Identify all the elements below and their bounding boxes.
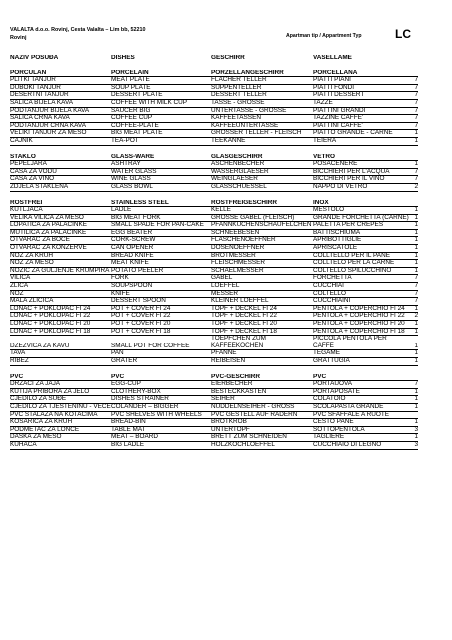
table-row: [10, 222, 418, 230]
table-cell: BIG MEAT FORK: [111, 214, 161, 221]
table-cell: 1: [414, 137, 418, 144]
table-cell: DASKA ZA MESO: [10, 434, 62, 441]
table-cell: PORZELLANGESCHIRR: [211, 69, 284, 76]
table-cell: WASSERGLAESER: [211, 168, 269, 175]
table-cell: BREAD-BIN: [111, 419, 146, 426]
table-cell: UNTERTASSE - GROSSE: [211, 107, 287, 114]
table-cell: PLITKI TANJUR: [10, 77, 56, 84]
table-cell: LADLE: [111, 207, 132, 214]
table-row: [10, 85, 418, 93]
table-cell: FLEISCHMESSER: [211, 260, 265, 267]
table-cell: POT + COVER FI 24: [111, 305, 171, 312]
table-row: [10, 115, 418, 123]
table-cell: PIATTO GRANDE - CARNE: [313, 130, 393, 137]
table-cell: NUDDELNSEIHER - GROSS: [211, 403, 295, 410]
table-cell: HOLZKOCHLOEFFEL: [211, 441, 275, 448]
table-row: [10, 275, 418, 283]
table-cell: DOSENOEFFNER: [211, 245, 265, 252]
table-cell: KNIFE: [111, 290, 130, 297]
table-cell: FORK: [111, 275, 129, 282]
section-spacer: [10, 146, 418, 154]
table-cell: BIG LADLE: [111, 441, 145, 448]
table-cell: 1: [414, 305, 418, 312]
table-cell: COLTELLO SPILUCCHINO: [313, 267, 392, 274]
table-cell: CLOTHERY-BOX: [111, 388, 161, 395]
table-cell: LONAC + POKLOPAC FI 18: [10, 328, 91, 335]
table-cell: SCHNEEBESEN: [211, 229, 260, 236]
table-cell: 1: [414, 222, 418, 229]
table-row: [10, 130, 418, 138]
table-cell: EGG-CUP: [111, 381, 141, 388]
table-row: [10, 138, 418, 146]
table-cell: KAFFEEUNTERTASSE: [211, 122, 279, 129]
table-cell: ČAŠA ZA VINO: [10, 176, 55, 183]
table-row: [10, 329, 418, 337]
table-cell: PVC: [313, 373, 327, 380]
table-cell: 1: [414, 245, 418, 252]
table-cell: KELLE: [211, 207, 231, 214]
table-row: [10, 245, 418, 253]
table-cell: WATER GLASS: [111, 168, 157, 175]
table-cell: 1: [414, 267, 418, 274]
table-cell: TEA-POT: [111, 137, 139, 144]
table-cell: BICCHIERI PER L'ACQUA: [313, 168, 390, 175]
table-cell: 1: [414, 419, 418, 426]
table-cell: STAINLESS STEEL: [111, 199, 169, 206]
table-row: [10, 253, 418, 261]
table-cell: SEIHER: [211, 396, 235, 403]
table-row: [10, 169, 418, 177]
table-cell: 7: [414, 107, 418, 114]
table-cell: PODTANJUR BIJELA KAVA: [10, 107, 90, 114]
table-cell: 7: [414, 275, 418, 282]
table-cell: 3: [414, 441, 418, 448]
table-cell: 1: [414, 403, 418, 410]
table-cell: 1: [414, 321, 418, 327]
section-title-row: [10, 200, 418, 208]
table-cell: GLASGESCHIRR: [211, 153, 263, 160]
table-cell: BRETT ZUM SCHNEIDEN: [211, 434, 287, 441]
table-cell: PENTOLA + COPERCHIO FI 18: [313, 328, 405, 335]
table-row: [10, 184, 418, 192]
table-cell: 2: [414, 313, 418, 320]
table-cell: 3: [414, 426, 418, 433]
table-cell: GRATTUGIA: [313, 357, 350, 364]
table-row: [10, 389, 418, 397]
table-cell: PIATTINI GRANDI: [313, 107, 366, 114]
table-cell: MEAT – BOARD: [111, 434, 158, 441]
table-cell: KAFFEETASSEN: [211, 115, 261, 122]
table-cell: PORCULAN: [10, 69, 47, 76]
table-cell: 7: [414, 168, 418, 175]
table-cell: KLEINER LOEFFEL: [211, 298, 269, 305]
table-cell: LOPATICA ZA PALAČINKE: [10, 222, 88, 229]
table-cell: WINE GLASS: [111, 176, 151, 183]
table-cell: PICCOLA PENTOLA PER CAFFE: [313, 336, 387, 349]
table-cell: PVC: [111, 373, 125, 380]
table-row: [10, 207, 418, 215]
table-cell: DISHES STRAINER: [111, 396, 169, 403]
table-cell: STAKLO: [10, 153, 36, 160]
table-cell: 1: [414, 229, 418, 236]
table-cell: 7: [414, 122, 418, 129]
table-cell: NOŽ ZA KRUH: [10, 252, 53, 259]
table-cell: PENTOLA + COPERCHIO FI 22: [313, 313, 405, 320]
table-cell: PORCELLANA: [313, 69, 358, 76]
section-spacer: [10, 192, 418, 200]
table-cell: MESSER: [211, 290, 238, 297]
table-cell: GRATER: [111, 357, 138, 364]
table-cell: MEAT KNIFE: [111, 260, 149, 267]
table-cell: SCHAELMESSER: [211, 267, 264, 274]
table-cell: POT + COVER FI 20: [111, 321, 171, 327]
table-row: [10, 100, 418, 108]
table-cell: COLLTELO PER LA CARNE: [313, 260, 395, 267]
table-cell: TAZZE: [313, 99, 333, 106]
table-cell: LONAC + POKLOPAC FI 24: [10, 305, 91, 312]
table-row: [10, 123, 418, 131]
table-cell: DESERTNI TANJUR: [10, 92, 69, 99]
table-row: [10, 298, 418, 306]
table-cell: PALETTA PER CREPES: [313, 222, 384, 229]
table-cell: MESTOLO: [313, 207, 345, 214]
table-cell: BESTECKKASTEN: [211, 388, 267, 395]
table-cell: 1: [414, 207, 418, 214]
table-cell: PFANNKUCHENSCHAUFELCHEN: [211, 222, 312, 229]
table-cell: PVC: [10, 373, 24, 380]
table-cell: 1: [414, 396, 418, 403]
table-row: [10, 161, 418, 169]
apartment-type-code: LC: [395, 27, 411, 41]
table-cell: TOPF + DECKEL FI 18: [211, 328, 277, 335]
table-cell: 1: [414, 237, 418, 244]
table-cell: MALA ŽLIČICA: [10, 298, 54, 305]
table-row: [10, 412, 418, 420]
table-cell: PIATTINI CAFFE': [313, 122, 363, 129]
table-cell: CUCCHIAINI: [313, 298, 351, 305]
table-cell: GLASSCHUESSEL: [211, 183, 267, 190]
table-cell: NAZIV POSUĐA: [10, 55, 59, 61]
table-cell: FLACHER TELLER: [211, 77, 267, 84]
table-cell: PFANNE: [211, 350, 237, 357]
table-row: [10, 396, 418, 404]
table-cell: 7: [414, 99, 418, 106]
table-row: [10, 350, 418, 358]
table-cell: PVC STALAŽA NA KOTAČIMA: [10, 411, 98, 418]
table-cell: GROSSE GABEL (FLEISCH): [211, 214, 295, 221]
table-cell: EGG BEATER: [111, 229, 153, 236]
table-cell: ŽLICA: [10, 283, 29, 290]
table-cell: COFFEE CUP: [111, 115, 153, 122]
table-cell: WEINGLAESER: [211, 176, 258, 183]
table-cell: MUTILICA ZA PALAČINKE: [10, 229, 87, 236]
table-cell: DESSERT PLATE: [111, 92, 163, 99]
table-cell: APRIBOTTIGLIE: [313, 237, 362, 244]
table-cell: GLASS-WARE: [111, 153, 155, 160]
table-cell: NAPPO DI VETRO: [313, 183, 368, 190]
table-cell: TASSE - GROSSE: [211, 99, 265, 106]
table-cell: 1: [414, 130, 418, 137]
table-cell: KUTLJAČA: [10, 207, 43, 214]
table-cell: COLANDER – BIGGER: [111, 403, 179, 410]
table-cell: VELIKI TANJUR ZA MESO: [10, 130, 87, 137]
table-cell: 7: [414, 381, 418, 388]
table-cell: TEIERA: [313, 137, 337, 144]
table-row: [10, 268, 418, 276]
table-cell: GESCHIRR: [211, 55, 245, 61]
table-cell: PORCELAIN: [111, 69, 149, 76]
table-row: [10, 260, 418, 268]
table-cell: POTATO PEELER: [111, 267, 164, 274]
table-cell: ROSTFREI: [10, 199, 43, 206]
table-cell: UNTERTOPF: [211, 426, 250, 433]
table-cell: 7: [414, 176, 418, 183]
table-cell: KUTIJA PRIBORA ZA JELO: [10, 388, 90, 395]
table-cell: CUCCHIAI: [313, 283, 344, 290]
table-cell: 1: [414, 388, 418, 395]
table-cell: PENTOLA + COPERCHIO FI 24: [313, 305, 405, 312]
table-cell: PVC SFAFFALE A RUOTE: [313, 411, 389, 418]
table-cell: PVC GESTELL AUF RÄDERN: [211, 411, 298, 418]
table-cell: 1: [414, 342, 418, 349]
table-row: [10, 442, 418, 450]
table-cell: COLATOIO: [313, 396, 346, 403]
table-cell: DESSERT SPOON: [111, 298, 166, 305]
table-cell: KOŠARICA ZA KRUH: [10, 419, 73, 426]
table-cell: ČAJNIK: [10, 137, 33, 144]
table-cell: PVC-GESCHIRR: [211, 373, 261, 380]
table-cell: DESSERT TELLER: [211, 92, 267, 99]
table-row: [10, 230, 418, 238]
section-spacer: [10, 366, 418, 374]
table-cell: ROSTFREIGESCHIRR: [211, 199, 278, 206]
table-cell: LONAC + POKLOPAC FI 20: [10, 321, 91, 327]
table-cell: PORTAPOSATE: [313, 388, 360, 395]
table-cell: PEPELJARA: [10, 161, 47, 168]
table-cell: TOPF + DECKEL FI 24: [211, 305, 277, 312]
table-cell: NOŽ: [10, 290, 24, 297]
section-title-row: [10, 154, 418, 162]
table-cell: CJEDILO ZA SUĐE: [10, 396, 67, 403]
table-cell: ASHTRAY: [111, 161, 141, 168]
table-cell: 1: [414, 434, 418, 441]
table-cell: CESTO PANE: [313, 419, 354, 426]
table-cell: SOTTOPENTOLA: [313, 426, 365, 433]
table-cell: 1: [414, 252, 418, 259]
table-cell: POT + COVER FI 18: [111, 328, 171, 335]
table-cell: MEAT PLATE: [111, 77, 150, 84]
table-cell: 7: [414, 290, 418, 297]
table-cell: OTVARAČ ZA BOCE: [10, 237, 70, 244]
table-row: [10, 92, 418, 100]
table-cell: 1: [414, 357, 418, 364]
table-cell: INOX: [313, 199, 329, 206]
table-row: [10, 419, 418, 427]
table-cell: BATTISCHIUMA: [313, 229, 361, 236]
table-cell: PODTANJUR CRNA KAVA: [10, 122, 86, 129]
table-cell: GLASS BOWL: [111, 183, 153, 190]
table-cell: LOEFFEL: [211, 283, 240, 290]
table-cell: POSACENERE: [313, 161, 358, 168]
apartment-type-label: Apartman tip / Appartment Typ: [286, 33, 362, 39]
table-cell: 1: [414, 214, 418, 221]
table-row: [10, 77, 418, 85]
table-cell: NOŽ ZA MESO: [10, 260, 54, 267]
table-cell: BREAD KNIFE: [111, 252, 154, 259]
table-cell: POT + COVER FI 22: [111, 313, 171, 320]
table-cell: REIBEISEN: [211, 357, 246, 364]
table-row: [10, 215, 418, 223]
table-cell: SOUP PLATE: [111, 84, 151, 91]
table-cell: ŠALICA CRNA KAVA: [10, 115, 70, 122]
table-cell: KUHAČA: [10, 441, 37, 448]
table-cell: SMALL SPADE FOR PAN-CAKE: [111, 222, 204, 229]
table-cell: BIG MEAT PLATE: [111, 130, 163, 137]
table-cell: SOUPSPOON: [111, 283, 153, 290]
table-row: [10, 283, 418, 291]
table-cell: PIATTI DESSERT: [313, 92, 365, 99]
company-address: VALALTA d.o.o. Rovinj, Cesta Valalta – Lim bb, 52210: [10, 27, 146, 33]
table-cell: BROTKROB: [211, 419, 247, 426]
table-cell: PENTOLA + COPERCHIO FI 20: [313, 321, 405, 327]
table-cell: CORK-SCREW: [111, 237, 156, 244]
table-cell: 7: [414, 92, 418, 99]
table-cell: DUBOKI TANJUR: [10, 84, 61, 91]
table-cell: 7: [414, 283, 418, 290]
table-cell: 7: [414, 115, 418, 122]
section-title-row: [10, 70, 418, 78]
table-cell: 1: [414, 328, 418, 335]
table-cell: PODMETAČ ZA LONCE: [10, 426, 80, 433]
table-cell: SUPPENTELLER: [211, 84, 262, 91]
section-title-row: [10, 374, 418, 382]
table-row: [10, 404, 418, 412]
table-cell: CUCCHIAIO DI LEGNO: [313, 441, 382, 448]
table-cell: TAZZINE CAFFE': [313, 115, 364, 122]
table-cell: TOEPFCHEN ZUM KAFFEEKOCHEN: [211, 336, 266, 349]
table-cell: PVC SHELVES WITH WHEELS: [111, 411, 202, 418]
table-cell: ČAŠA ZA VODU: [10, 168, 57, 175]
table-cell: VETRO: [313, 153, 336, 160]
table-cell: TABLE MAT: [111, 426, 146, 433]
table-row: [10, 313, 418, 321]
table-cell: TAVA: [10, 350, 26, 357]
table-cell: TAGLIERE: [313, 434, 345, 441]
table-row: [10, 306, 418, 314]
table-cell: PIATTI PIANI: [313, 77, 351, 84]
table-row: [10, 291, 418, 299]
table-cell: COFFEE-PLATE: [111, 122, 159, 129]
table-cell: BICCHIERI PER IL VINO: [313, 176, 385, 183]
table-row: [10, 321, 418, 329]
table-row: [10, 427, 418, 435]
table-cell: DRŽAČI ZA JAJA: [10, 381, 61, 388]
table-cell: TOPF + DECKEL FI 22: [211, 313, 277, 320]
table-cell: DISHES: [111, 55, 135, 61]
table-row: [10, 336, 418, 350]
table-cell: SMALL POT FOR COFFEE: [111, 342, 190, 349]
table-cell: TOPF + DECKEL FI 20: [211, 321, 277, 327]
table-cell: ŠALICA BIJELA KAVA: [10, 99, 73, 106]
table-cell: EIERBECHER: [211, 381, 253, 388]
table-row: [10, 108, 418, 116]
table-cell: GABEL: [211, 275, 233, 282]
table-row: [10, 176, 418, 184]
table-cell: ASCHENBECHER: [211, 161, 265, 168]
table-cell: APRISCATOLE: [313, 245, 358, 252]
table-cell: 1: [414, 260, 418, 267]
table-cell: VASELLAME: [313, 55, 352, 61]
table-cell: VILICA: [10, 275, 31, 282]
table-cell: DŽEZVICA ZA KAVU: [10, 342, 70, 349]
table-cell: GRANDE FORCHETTA (CARNE): [313, 214, 409, 221]
table-cell: COLLTELLO PER IL PANE: [313, 252, 390, 259]
table-row: [10, 381, 418, 389]
table-cell: RIBEŽ: [10, 357, 29, 364]
table-cell: CJEDILO ZA TJESTENINU - VEĆE: [10, 403, 111, 410]
table-cell: FLASCHENOEFFNER: [211, 237, 276, 244]
table-cell: COLTELLO: [313, 290, 346, 297]
table-cell: GROSSER TELLER - FLEISCH: [211, 130, 302, 137]
table-cell: TEEKANNE: [211, 137, 246, 144]
table-cell: PAN: [111, 350, 124, 357]
section-spacer: [10, 62, 418, 70]
table-cell: 7: [414, 77, 418, 84]
table-cell: CAN OPENER: [111, 245, 154, 252]
table-cell: SCOLAPASTA GRANDE: [313, 403, 384, 410]
table-cell: 2: [414, 183, 418, 190]
table-row: [10, 358, 418, 366]
company-city: Rovinj: [10, 35, 27, 41]
table-row: [10, 237, 418, 245]
table-cell: 7: [414, 298, 418, 305]
table-cell: 1: [414, 161, 418, 168]
table-cell: FORCHETTA: [313, 275, 352, 282]
table-cell: COFFEE WITH MILK CUP: [111, 99, 187, 106]
table-row: [10, 434, 418, 442]
table-cell: OTVARAČ ZA KONZERVE: [10, 245, 87, 252]
table-cell: LONAC + POKLOPAC FI 22: [10, 313, 91, 320]
table-cell: TEGAME: [313, 350, 340, 357]
table-cell: PIATTI FONDI: [313, 84, 355, 91]
table-cell: ZDJELA STAKLENA: [10, 183, 69, 190]
table-cell: 1: [414, 350, 418, 357]
table-cell: BROTMESSER: [211, 252, 256, 259]
table-cell: SAUCER BIG: [111, 107, 151, 114]
table-cell: NOŽIĆ ZA GULJENJE KRUMPIRA: [10, 267, 110, 274]
column-header-row: [10, 55, 418, 62]
table-cell: VELIKA VILICA ZA MESO: [10, 214, 84, 221]
table-cell: PORTAUOVA: [313, 381, 353, 388]
inventory-table: [10, 55, 418, 450]
table-cell: 7: [414, 84, 418, 91]
document-header-left: [10, 26, 146, 42]
